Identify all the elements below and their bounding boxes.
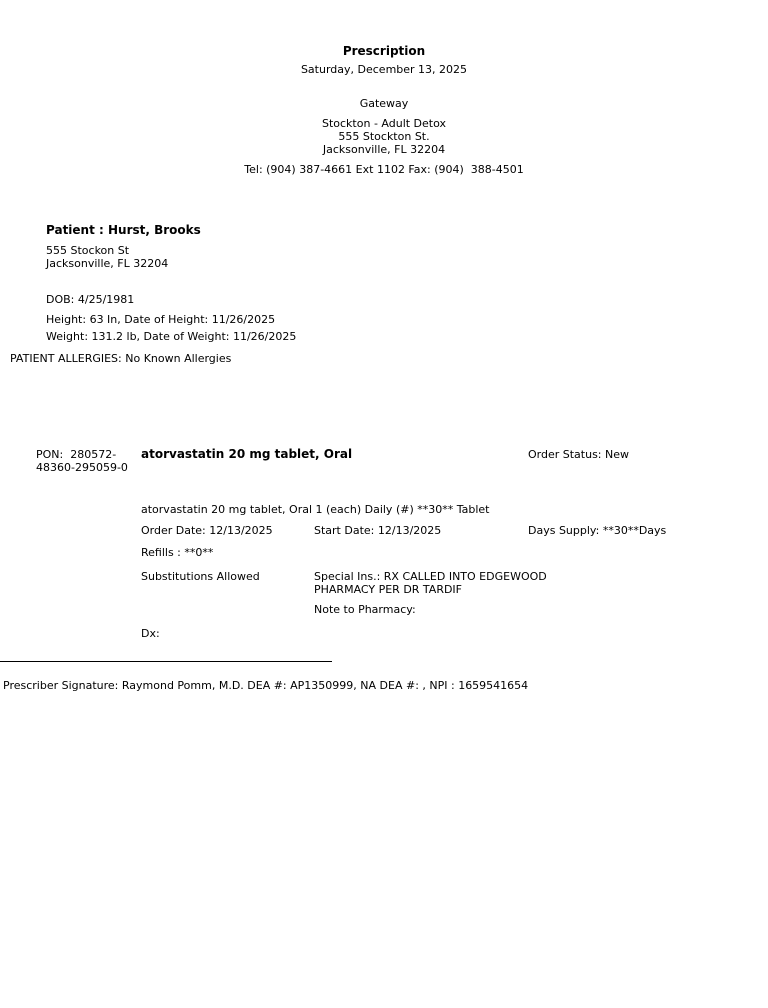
patient-address-line2: Jacksonville, FL 32204 xyxy=(46,257,169,270)
patient-height: Height: 63 In, Date of Height: 11/26/2025 xyxy=(46,313,276,326)
document-date: Saturday, December 13, 2025 xyxy=(300,63,468,76)
order-sig: atorvastatin 20 mg tablet, Oral 1 (each) Daily (#) **30** Tablet xyxy=(141,503,490,516)
facility-address-line2: Jacksonville, FL 32204 xyxy=(322,143,446,156)
prescriber-signature-line: Prescriber Signature: Raymond Pomm, M.D. DEA #: AP1350999, NA DEA #: , NPI : 1659541654 xyxy=(3,679,529,692)
order-status: Order Status: New xyxy=(528,448,630,461)
order-pon: PON: 280572-48360-295059-0 xyxy=(36,448,128,474)
patient-dob: DOB: 4/25/1981 xyxy=(46,293,135,306)
patient-allergies: PATIENT ALLERGIES: No Known Allergies xyxy=(10,352,232,365)
signature-line xyxy=(0,661,332,662)
order-drug-title: atorvastatin 20 mg tablet, Oral xyxy=(141,447,353,461)
organization-name: Gateway xyxy=(359,97,409,110)
order-date: Order Date: 12/13/2025 xyxy=(141,524,273,537)
patient-address-line1: 555 Stockon St xyxy=(46,244,130,257)
facility-name: Stockton - Adult Detox xyxy=(321,117,447,130)
order-substitutions: Substitutions Allowed xyxy=(141,570,260,583)
order-note-to-pharmacy: Note to Pharmacy: xyxy=(314,603,416,616)
facility-address-line1: 555 Stockton St. xyxy=(338,130,430,143)
facility-phone-fax: Tel: (904) 387-4661 Ext 1102 Fax: (904) 388-4501 xyxy=(244,163,524,176)
order-start-date: Start Date: 12/13/2025 xyxy=(314,524,442,537)
order-special-instructions: Special Ins.: RX CALLED INTO EDGEWOOD PHARMACY PER DR TARDIF xyxy=(314,570,551,596)
document-title: Prescription xyxy=(342,44,426,58)
patient-name-heading: Patient : Hurst, Brooks xyxy=(46,223,201,237)
order-refills: Refills : **0** xyxy=(141,546,214,559)
order-days-supply: Days Supply: **30**Days xyxy=(528,524,667,537)
order-dx: Dx: xyxy=(141,627,160,640)
patient-weight: Weight: 131.2 lb, Date of Weight: 11/26/2025 xyxy=(46,330,297,343)
